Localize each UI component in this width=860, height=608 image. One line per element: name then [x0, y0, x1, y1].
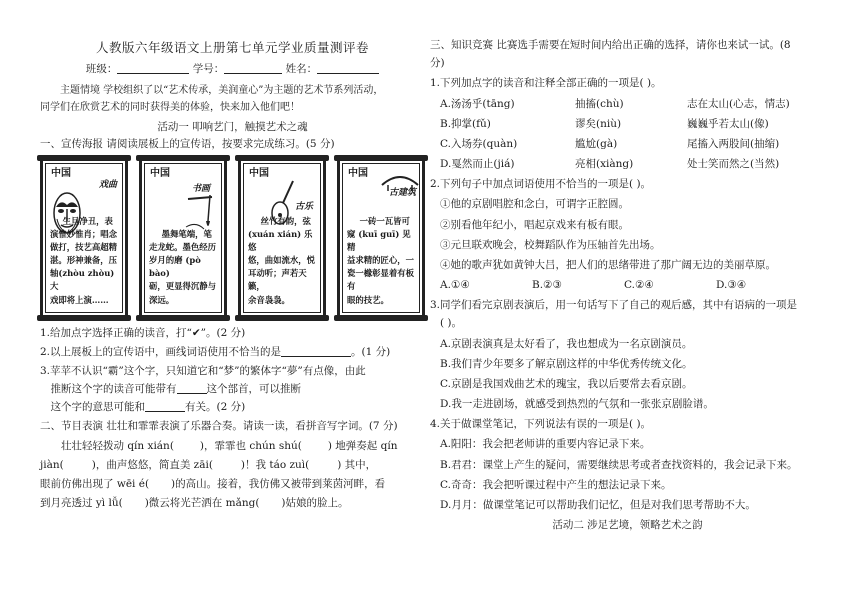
option-item: A.京剧表演真是太好看了，我也想成为一名京剧演员。: [440, 337, 693, 350]
name-label: 姓名：: [285, 63, 318, 75]
option-row: A.汤汤乎(tāng) 抽搐(chù) 志在太山(心志，情志): [440, 97, 790, 110]
pinyin-para-2: jiàn( )，曲声悠悠，简直美 zāi( )！我 táo zuì( ) 其中，: [40, 458, 377, 471]
right-column: [430, 38, 825, 532]
panel-title: 中国: [249, 167, 269, 179]
sentence-item: ④她的歌声犹如黄钟大吕，把人们的思绪带进了那广阔无边的美丽草原。: [440, 258, 776, 271]
panel-text: 墨舞笔端，笔 走龙蛇。墨色经历 岁月的磨 (pò bào) 砺，更显得沉静与 深远。: [149, 229, 216, 305]
panel-subtitle: 书画: [191, 183, 210, 194]
sentence-item: ②别看他年纪小，唱起京戏来有板有眼。: [440, 218, 629, 231]
question-1-3-cont2: 这个字的意思可能和 有关。(2 分): [50, 401, 246, 414]
roof-icon: [380, 171, 420, 191]
answer-blank[interactable]: [281, 346, 351, 357]
class-blank[interactable]: [117, 63, 189, 74]
question-1-2: 2.以上展板上的宣传语中，画线词语使用不恰当的是 。(1 分): [40, 345, 391, 358]
question-3-3: 3.同学们看完京剧表演后，用一句话写下了自己的观后感，其中有语病的一项是: [430, 299, 798, 312]
pinyin-para-1: 壮壮轻轻拨动 qín xián( )，霏霏也 chún shú( ) 地弹奏起 qín: [61, 439, 398, 452]
section-1-heading: 一、宣传海报 请阅读展板上的宣传语，按要求完成练习。(5 分): [40, 138, 335, 151]
panel-text: 一砖一瓦皆可 窥 (kuī guī) 见精 益求精的匠心，一 瓷一橼彰显着有板有 眼的技艺。: [347, 216, 414, 305]
poster-panel-painting: [139, 158, 227, 318]
option-row: D.戛然而止(jiá) 亮相(xiàng) 处士笑而然之(当然): [440, 158, 780, 171]
poster-panel-opera: [40, 158, 128, 318]
question-1-3-cont: 推断这个字的读音可能带有 这个部首，可以推断: [50, 383, 301, 396]
option-item: A.阳阳：我会把老师讲的重要内容记录下来。: [440, 438, 651, 451]
exam-title: 人教版六年级语文上册第七单元学业质量测评卷: [95, 40, 369, 55]
poster-panel-music: [238, 158, 326, 318]
option-item: B.我们青少年要多了解京剧这样的中华优秀传统文化。: [440, 357, 693, 370]
id-label: 学号：: [192, 63, 225, 75]
left-column: [40, 58, 425, 510]
panel-subtitle: 古建筑: [388, 187, 416, 198]
panel-subtitle: 戏曲: [98, 179, 117, 190]
option-item: C.奇奇：我会把听课过程中产生的想法记录下来。: [440, 478, 672, 491]
panel-title: 中国: [51, 167, 71, 179]
answer-blank[interactable]: [145, 401, 185, 412]
name-blank[interactable]: [317, 63, 379, 74]
question-3-1-options: [430, 97, 825, 172]
panel-title: 中国: [150, 167, 170, 179]
panel-subtitle: 古乐: [294, 201, 313, 212]
id-blank[interactable]: [224, 63, 282, 74]
question-3-2-options: A.①④ B.②③ C.②④ D.③④: [440, 279, 747, 292]
panel-text: 生旦净丑，表 演惟妙惟肖；唱念 做打，技艺高超精 湛。形神兼备，压 轴(zhòu zhòu)大 戏即将上演……: [50, 216, 117, 305]
panel-text: 丝竹有韵，弦 (xuán xián) 乐悠 悠，曲如流水，悦 耳动听；声若天籁， 余音袅袅。: [248, 216, 315, 305]
activity-1-heading: 活动一 叩响艺门，触摸艺术之魂: [157, 121, 308, 134]
class-label: 班级：: [85, 63, 118, 75]
question-3-3-cont: ( )。: [440, 317, 463, 330]
option-row: B.抑掌(fǔ) 谬矣(niù) 巍巍乎若太山(像): [440, 117, 769, 130]
intro-line-2: 同学们在欣赏艺术的同时获得美的体验，快来加入他们吧！: [40, 101, 300, 113]
sentence-item: ③元旦联欢晚会，校舞蹈队作为压轴首先出场。: [440, 238, 661, 251]
panel-title: 中国: [348, 167, 368, 179]
question-3-2: 2.下列句子中加点词语使用不恰当的一项是( )。: [430, 178, 652, 191]
option-item: B.君君：课堂上产生的疑问，需要继续思考或者查找资料的，我会记录下来。: [440, 458, 798, 471]
question-1-3: 3.苹苹不认识“霸”这个字，只知道它和“梦”的繁体字“夢”有点像，由此: [40, 364, 366, 377]
section-3-heading: 三、知识竞赛 比赛选手需要在短时间内给出正确的选择，请你也来试一试。(8: [430, 39, 791, 51]
question-1-1: 1.给加点字选择正确的读音，打“✔”。(2 分): [40, 326, 246, 339]
poster-panels: [40, 158, 425, 318]
header-fields: [40, 62, 425, 76]
question-3-1: 1.下列加点字的读音和注释全部正确的一项是( )。: [430, 77, 662, 90]
option-item: D.月月：做课堂笔记可以帮助我们记忆，但是对我们思考帮助不大。: [440, 498, 756, 511]
intro-line-1: 主题情境 学校组织了以“艺术传承，美润童心”为主题的艺术节系列活动，: [60, 85, 384, 97]
poster-panel-architecture: [337, 158, 425, 318]
option-row: C.入场券(quàn) 尴尬(gà) 尾搐入两股间(抽缩): [440, 137, 780, 150]
option-item: D.我一走进剧场，就感受到热烈的气氛和一张张京剧脸谱。: [440, 398, 714, 411]
answer-blank[interactable]: [177, 383, 207, 394]
option-item: C.京剧是我国戏曲艺术的瑰宝，我以后要常去看京剧。: [440, 377, 693, 390]
section-3-heading-cont: 分): [430, 57, 445, 70]
sentence-item: ①他的京剧唱腔和念白，可谓字正腔圆。: [440, 198, 629, 211]
section-2-heading: 二、节目表演 壮壮和霏霏表演了乐器合奏。请读一读，看拼音写字词。(7 分): [40, 420, 398, 433]
pinyin-para-4: 到月亮透过 yì lǚ( )微云将光芒洒在 mǎng( )姑娘的脸上。: [40, 497, 349, 510]
question-3-4: 4.关于做课堂笔记，下列说法有误的一项是( )。: [430, 418, 652, 431]
activity-2-heading: 活动二 涉足艺境，领略艺术之韵: [552, 519, 703, 532]
pinyin-para-3: 眼前仿佛出现了 wēi é( )的高山。接着，我仿佛又被带到莱茵河畔，看: [40, 477, 386, 490]
